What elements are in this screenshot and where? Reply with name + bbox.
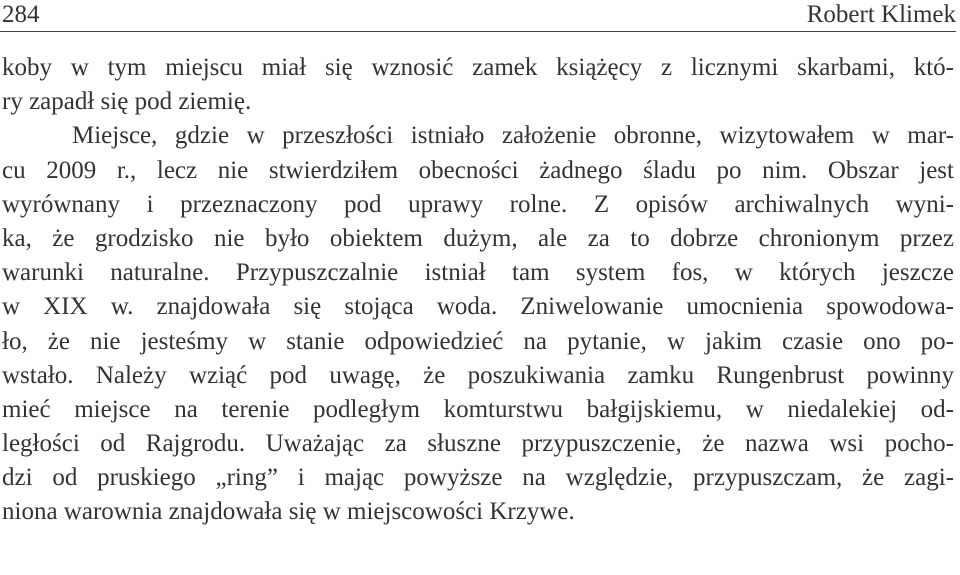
text-line: niona warownia znajdowała się w miejscowości Krzywe. [2, 498, 575, 526]
text-line: koby w tym miejscu miał się wznosić zamek książęcy z licznymi skarbami, któ- [2, 54, 954, 81]
text-line: dzi od pruskiego „ring” i mając powyższe na względzie, przypuszczam, że zagi- [2, 464, 954, 492]
text-line: w XIX w. znajdowała się stojąca woda. Zniwelowanie umocnienia spowodowa- [2, 293, 954, 321]
running-head-author: Robert Klimek [806, 1, 956, 28]
page-header [0, 0, 960, 30]
text-line: ległości od Rajgrodu. Uważając za słuszne przypuszczenie, że nazwa wsi pocho- [2, 430, 954, 458]
text-line: ka, że grodzisko nie było obiektem dużym, ale za to dobrze chronionym przez [2, 224, 954, 252]
header-rule [0, 31, 956, 32]
text-line: wstało. Należy wziąć pod uwagę, że poszukiwania zamku Rungenbrust powinny [2, 361, 954, 389]
text-line: mieć miejsce na terenie podległym komturstwu bałgijskiemu, w niedalekiej od- [2, 395, 954, 423]
text-line: ry zapadł się pod ziemię. [2, 88, 252, 116]
text-line: cu 2009 r., lecz nie stwierdziłem obecności żadnego śladu po nim. Obszar jest [2, 156, 954, 184]
text-line: ło, że nie jesteśmy w stanie odpowiedzieć na pytanie, w jakim czasie ono po- [2, 327, 954, 355]
text-line: Miejsce, gdzie w przeszłości istniało założenie obronne, wizytowałem w mar- [72, 122, 954, 150]
text-line: warunki naturalne. Przypuszczalnie istniał tam system fos, w których jeszcze [2, 259, 954, 287]
text-line: wyrównany i przeznaczony pod uprawy rolne. Z opisów archiwalnych wyni- [2, 190, 954, 218]
body-text [2, 51, 954, 530]
page-number: 284 [2, 1, 40, 28]
